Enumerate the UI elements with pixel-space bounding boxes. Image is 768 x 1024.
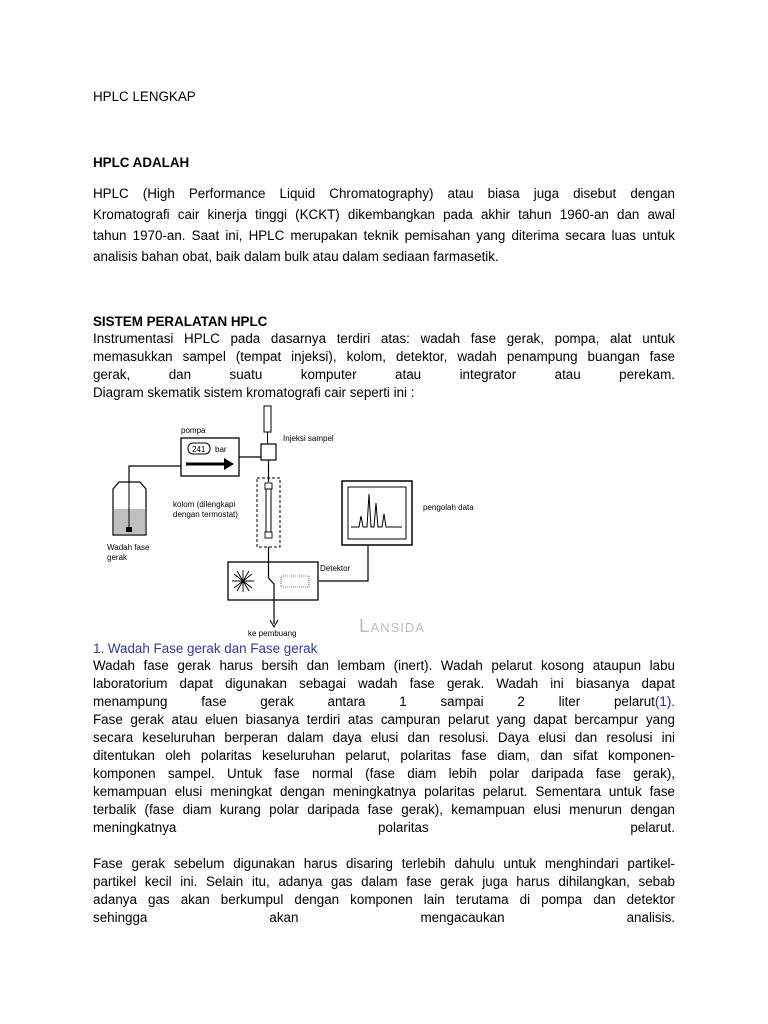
paragraph-line: kemampuan elusi meningkat dengan meningkatnya polaritas pelarut. Sementara untuk fase bbox=[93, 784, 675, 799]
injector-box bbox=[261, 444, 276, 460]
column-label-line2: dengan termostat) bbox=[173, 510, 238, 519]
paragraph-line: meningkatnya polaritas pelarut. bbox=[93, 820, 675, 835]
paragraph-line: secara keseluruhan berperan dalam daya elusi dan resolusi. Daya elusi dan resolusi ini bbox=[93, 730, 675, 745]
section-heading-sistem-peralatan: SISTEM PERALATAN HPLC bbox=[93, 314, 268, 329]
watermark-text: Lansida bbox=[359, 616, 425, 637]
paragraph-line: Fase gerak atau eluen biasanya terdiri atas campuran pelarut yang dapat bercampur yang bbox=[93, 712, 675, 727]
paragraph-line: ditentukan oleh polaritas keseluruhan pelarut, polaritas fase diam, dan sifat komponen- bbox=[93, 748, 675, 763]
data-processor-label: pengolah data bbox=[423, 503, 474, 512]
paragraph-line: Fase gerak sebelum digunakan harus disaring terlebih dahulu untuk menghindari partikel- bbox=[93, 856, 675, 871]
pump-label: pompa bbox=[181, 426, 206, 435]
paragraph-line: HPLC (High Performance Liquid Chromatography) atau biasa juga disebut dengan bbox=[93, 186, 675, 201]
pump-pressure-readout: 241 bbox=[192, 445, 206, 454]
hplc-schematic-diagram bbox=[93, 402, 481, 640]
reservoir-label-line1: Wadah fase bbox=[107, 543, 150, 552]
paragraph-line: Diagram skematik sistem kromatografi cair seperti ini : bbox=[93, 385, 415, 400]
paragraph-line: sehingga akan mengacaukan analisis. bbox=[93, 910, 675, 925]
reservoir-label-line2: gerak bbox=[107, 553, 128, 562]
doc-title: HPLC LENGKAP bbox=[93, 89, 196, 104]
waste-label: ke pembuang bbox=[248, 629, 297, 638]
paragraph-line-with-ref bbox=[93, 693, 675, 710]
paragraph-line: partikel kecil ini. Selain itu, adanya gas dalam fase gerak juga harus dihilangkan, sebab bbox=[93, 874, 675, 889]
detector-label: Detektor bbox=[320, 564, 351, 573]
syringe-icon bbox=[264, 406, 271, 432]
column-tube bbox=[266, 489, 271, 532]
paragraph-line: adanya gas akan berkumpul dengan komponen lain terutama di pompa dan detektor bbox=[93, 892, 675, 907]
paragraph-line: memasukkan sampel (tempat injeksi), kolom, detektor, wadah penampung buangan fase bbox=[93, 349, 675, 364]
paragraph-line: Kromatografi cair kinerja tinggi (KCKT) dikembangkan pada akhir tahun 1960-an dan awal bbox=[93, 207, 675, 222]
paragraph-line: komponen sampel. Untuk fase normal (fase diam lebih polar daripada fase gerak), bbox=[93, 766, 675, 781]
paragraph-line: gerak, dan suatu komputer atau integrator atau perekam. bbox=[93, 367, 675, 382]
subsection-heading-wadah-fase-gerak: 1. Wadah Fase gerak dan Fase gerak bbox=[93, 641, 318, 656]
paragraph-line: menampung fase gerak antara 1 sampai 2 liter pelarut bbox=[93, 694, 655, 709]
paragraph-line: analisis bahan obat, baik dalam bulk atau dalam sediaan farmasetik. bbox=[93, 249, 499, 264]
section-heading-hplc-adalah: HPLC ADALAH bbox=[93, 155, 190, 170]
paragraph-line: laboratorium dapat digunakan sebagai wadah fase gerak. Wadah ini biasanya dapat bbox=[93, 676, 675, 691]
paragraph-line: tahun 1970-an. Saat ini, HPLC merupakan teknik pemisahan yang diterima secara luas untuk bbox=[93, 228, 675, 243]
paragraph-line: Instrumentasi HPLC pada dasarnya terdiri atas: wadah fase gerak, pompa, alat untuk bbox=[93, 331, 675, 346]
injector-label: Injeksi sampel bbox=[283, 434, 334, 443]
paragraph-line: Wadah fase gerak harus bersih dan lembam (inert). Wadah pelarut kosong ataupun labu bbox=[93, 658, 675, 673]
reference-link[interactable]: (1). bbox=[654, 694, 675, 709]
paragraph-line: terbalik (fase diam kurang polar daripada fase gerak), kemampuan elusi menurun dengan bbox=[93, 802, 675, 817]
column-label-line1: kolom (dilengkapi bbox=[173, 500, 236, 509]
pump-pressure-unit: bar bbox=[215, 445, 227, 454]
